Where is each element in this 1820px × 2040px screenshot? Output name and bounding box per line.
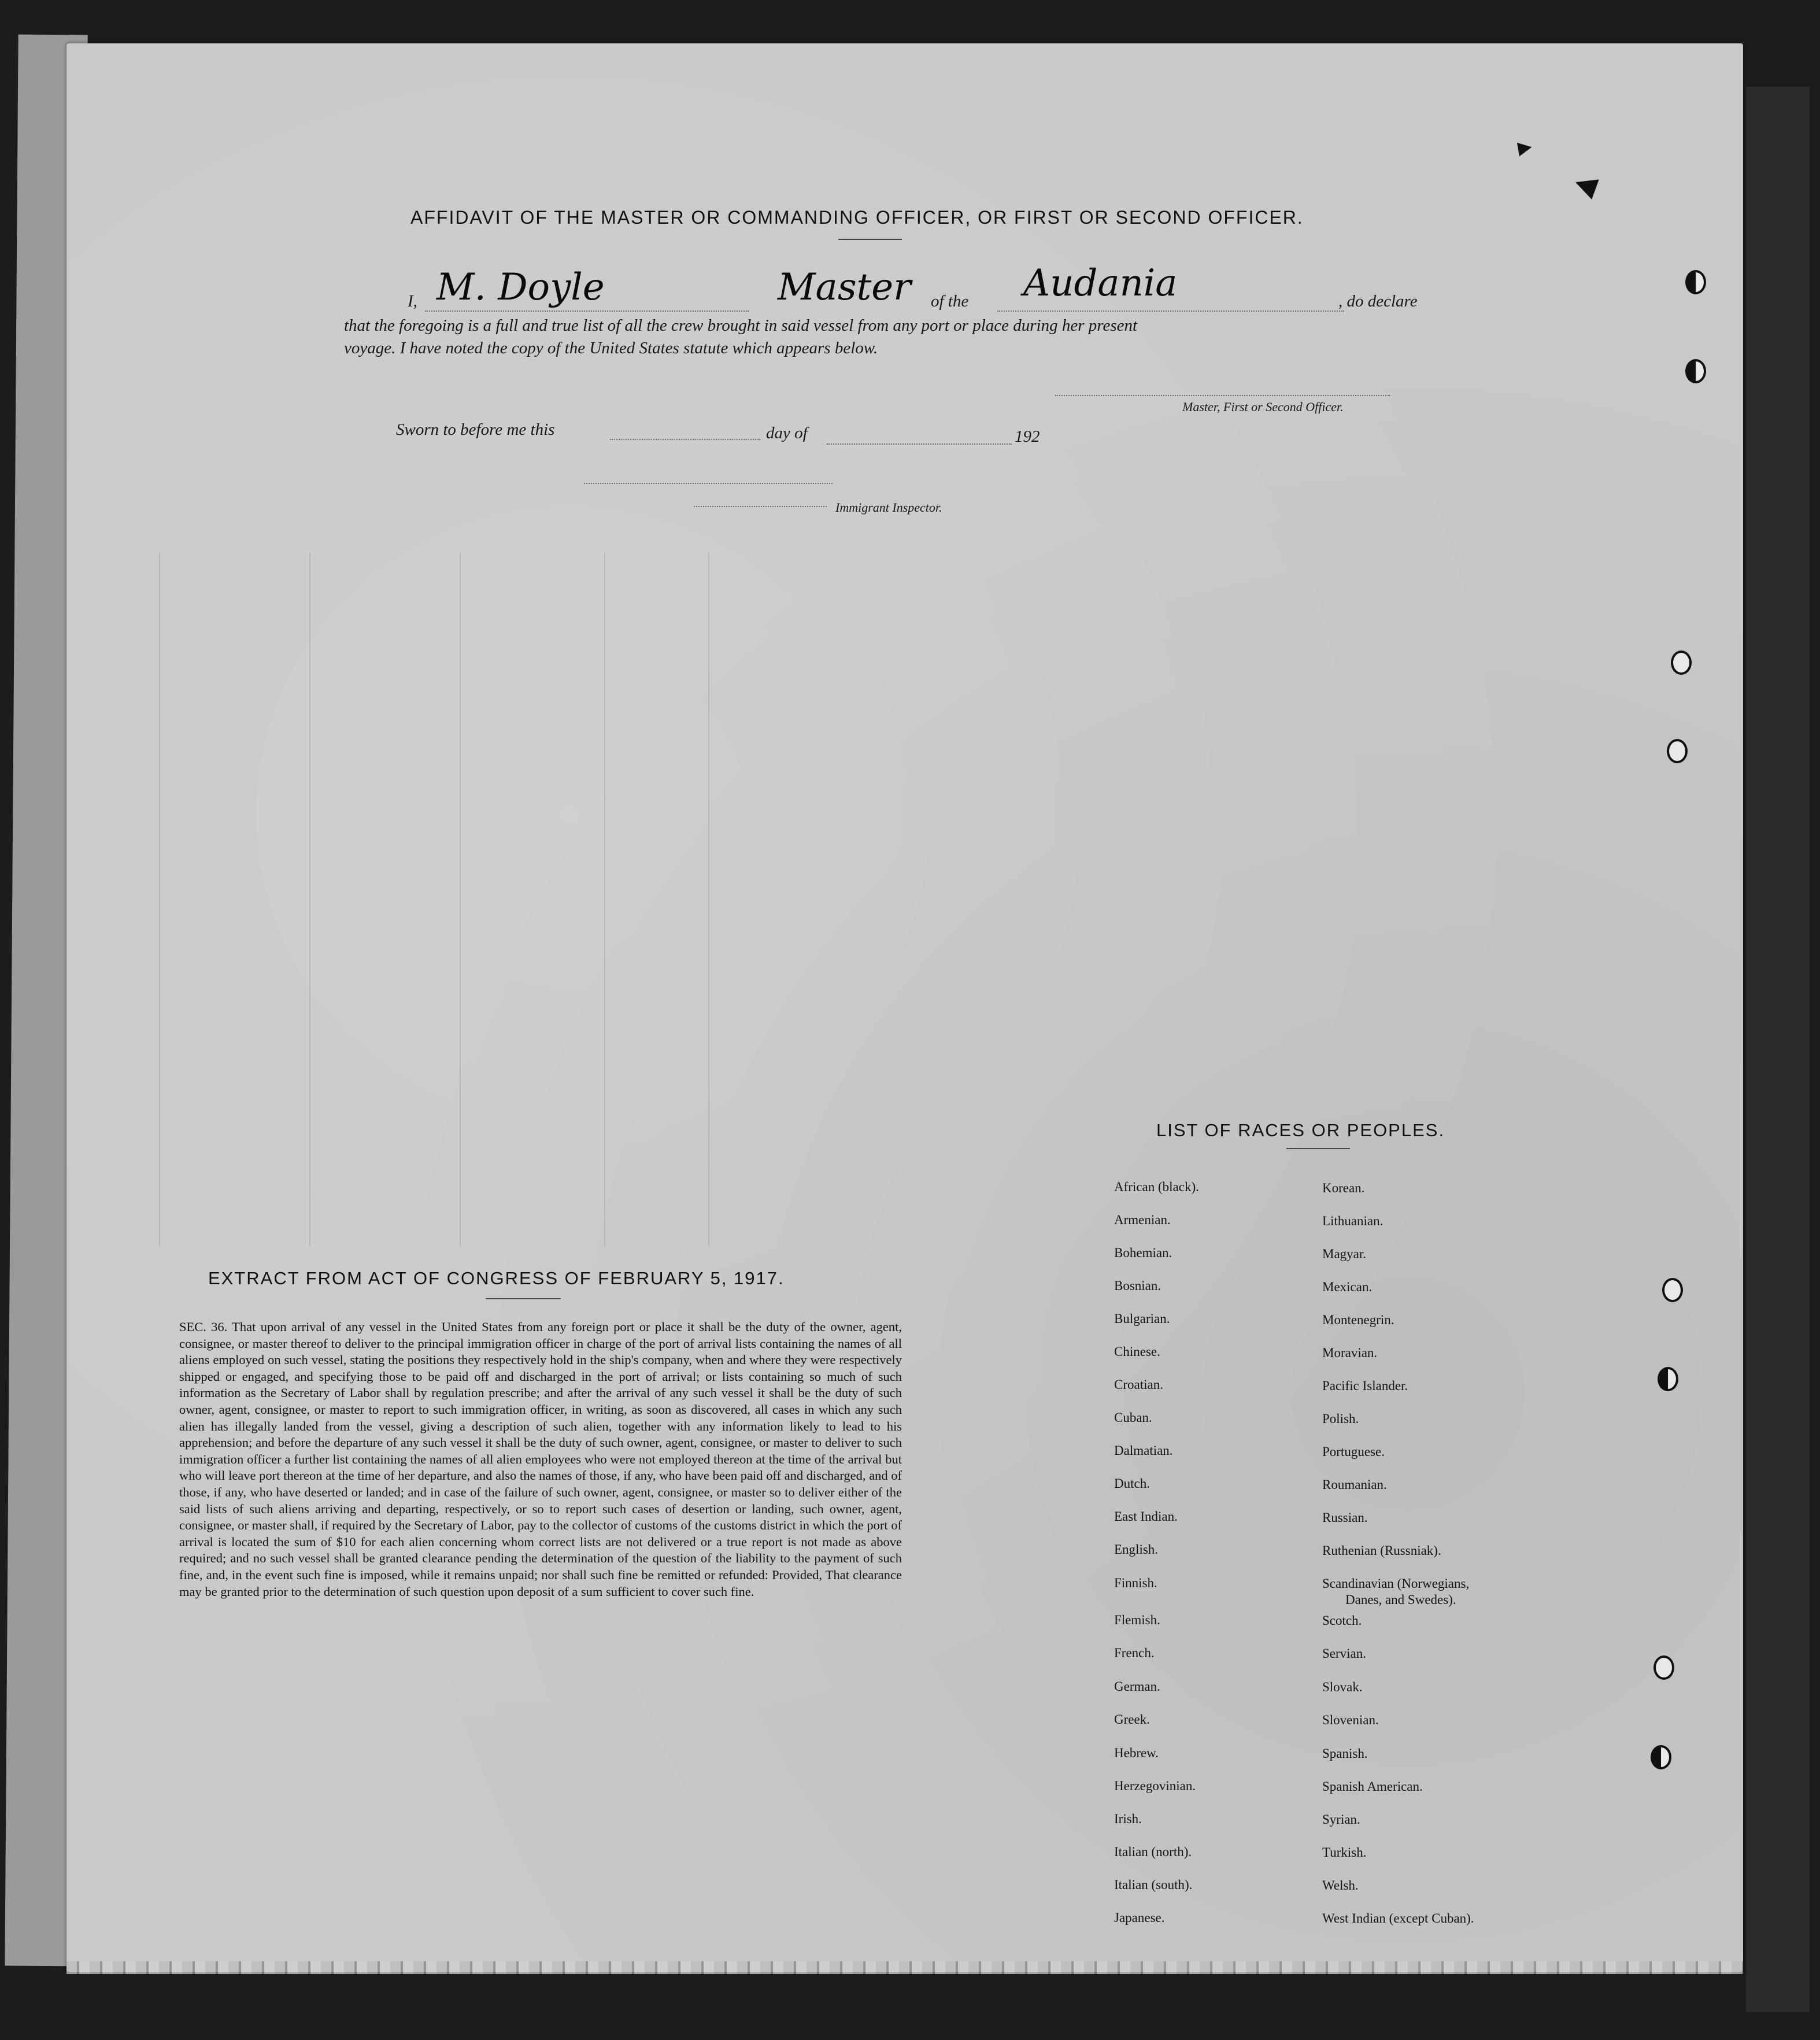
ink-mark: ▸	[1515, 129, 1534, 164]
year-prefix: 192	[1015, 427, 1040, 446]
races-title: LIST OF RACES OR PEOPLES.	[1156, 1120, 1445, 1140]
binder-hole	[1667, 739, 1688, 763]
race-left-item: African (black).	[1114, 1180, 1199, 1194]
inspector-upper-line	[584, 483, 833, 484]
race-right-item: Roumanian.	[1322, 1477, 1387, 1492]
affidavit-i-label: I,	[408, 292, 417, 311]
race-right-item: Ruthenian (Russniak).	[1322, 1543, 1441, 1558]
torn-bottom-edge	[66, 1961, 1743, 1974]
race-left-item: Herzegovinian.	[1114, 1779, 1196, 1793]
day-of-label: day of	[766, 424, 808, 442]
race-right-item: Moravian.	[1322, 1346, 1378, 1360]
master-name-signature: M. Doyle	[436, 266, 605, 309]
race-left-item: French.	[1114, 1646, 1155, 1660]
race-left-item: Greek.	[1114, 1712, 1150, 1727]
race-left-item: Flemish.	[1114, 1613, 1160, 1627]
master-rank-handwritten: Master	[778, 266, 911, 309]
extract-body: SEC. 36. That upon arrival of any vessel in the United States from any foreign port or place it shall be the duty of the owner, agent, consignee, or master thereof to deliver to the principal immigration officer in charge of the port of arrival lists containing the names of all aliens employed on such vessel, stating the positions they respectively hold in the ship's company, when and where they were respectively shipped or engaged, and specifying those to be paid off and discharged in the port of arrival; or lists containing so much of such information as the Secretary of Labor shall by regulation prescribe; and after the arrival of any such vessel it shall be the duty of such owner, agent, consignee, or master to report to such immigration officer, in writing, as soon as discovered, all cases in which any such alien has illegally landed from the vessel, giving a description of such alien, together with any information likely to lead to his apprehension; and before the departure of any such vessel it shall be the duty of such owner, agent, consignee, or master to deliver to such immigration officer a further list containing the names of all alien employees who were not employed thereon at the time of the arrival but who will leave port thereon at the time of her departure, and also the names of those, if any, who have been paid off and discharged, and of those, if any, who have deserted or landed; and in case of the failure of such owner, agent, consignee, or master so to deliver either of the said lists of such aliens arriving and departing, respectively, or so to report such cases of desertion or landing, such owner, agent, consignee, or master shall, if required by the Secretary of Labor, pay to the collector of customs of the customs district in which the port of arrival is located the sum of $10 for each alien concerning whom correct lists are not delivered or a true report is not made as above required; and no such vessel shall be granted clearance pending the determination of the question of the liability to the payment of such fine, and, in the event such fine is imposed, while it remains unpaid; nor shall such fine be remitted or refunded: Provided, That clearance may be granted prior to the determination of such question upon deposit of a sum sufficient to cover such fine.	[179, 1320, 902, 1599]
extract-title: EXTRACT FROM ACT OF CONGRESS OF FEBRUARY 5, 1917.	[208, 1268, 785, 1288]
binder-hole	[1685, 359, 1706, 383]
do-declare-label: , do declare	[1338, 292, 1418, 311]
ink-mark: ◀	[1570, 165, 1602, 203]
race-left-item: Irish.	[1114, 1812, 1142, 1826]
race-right-item: Pacific Islander.	[1322, 1379, 1408, 1393]
binder-hole	[1662, 1278, 1683, 1302]
faint-column-rule	[159, 552, 160, 1246]
document-page	[66, 43, 1743, 1972]
race-left-item: Bulgarian.	[1114, 1311, 1170, 1326]
race-right-item: Scotch.	[1322, 1613, 1362, 1628]
inspector-caption: Immigrant Inspector.	[835, 500, 942, 515]
race-right-item: Welsh.	[1322, 1878, 1359, 1893]
sworn-label: Sworn to before me this	[396, 420, 555, 439]
race-right-item: Slovak.	[1322, 1680, 1363, 1694]
race-right-item: Servian.	[1322, 1646, 1367, 1661]
race-left-item: East Indian.	[1114, 1509, 1178, 1524]
inspector-signature-line	[694, 506, 827, 507]
sworn-month-line	[827, 444, 1012, 445]
race-right-item: Polish.	[1322, 1411, 1359, 1426]
race-left-item: Chinese.	[1114, 1344, 1160, 1359]
title-rule	[838, 239, 902, 240]
sworn-day-line	[610, 439, 760, 440]
right-shadow-strip	[1746, 87, 1810, 2012]
race-right-item: Slovenian.	[1322, 1713, 1379, 1727]
race-left-item: German.	[1114, 1679, 1160, 1694]
affidavit-line-3: voyage. I have noted the copy of the United States statute which appears below.	[344, 339, 878, 357]
binder-hole	[1658, 1367, 1678, 1391]
of-the-label: of the	[931, 292, 969, 311]
race-left-item: Cuban.	[1114, 1410, 1152, 1425]
vessel-line	[997, 311, 1344, 312]
binder-hole	[1685, 270, 1706, 294]
race-left-item: Hebrew.	[1114, 1746, 1159, 1760]
race-left-item: Croatian.	[1114, 1377, 1163, 1392]
affidavit-title: AFFIDAVIT OF THE MASTER OR COMMANDING OFFICER, OR FIRST OR SECOND OFFICER.	[410, 207, 1304, 228]
race-right-item: Spanish.	[1322, 1746, 1368, 1761]
race-left-item: Bohemian.	[1114, 1246, 1172, 1260]
binder-hole	[1671, 651, 1692, 675]
faint-column-rule	[309, 552, 310, 1246]
race-left-item: Italian (south).	[1114, 1878, 1193, 1892]
race-right-item: Lithuanian.	[1322, 1214, 1384, 1228]
race-right-item: Magyar.	[1322, 1247, 1367, 1261]
race-left-item: Dalmatian.	[1114, 1443, 1173, 1458]
binder-hole	[1653, 1655, 1674, 1680]
race-left-item: Italian (north).	[1114, 1845, 1192, 1859]
race-right-item: Montenegrin.	[1322, 1313, 1394, 1327]
race-right-item: Syrian.	[1322, 1812, 1360, 1827]
race-right-item: Turkish.	[1322, 1845, 1367, 1860]
race-right-item: Russian.	[1322, 1510, 1368, 1525]
race-right-item: Spanish American.	[1322, 1779, 1423, 1794]
race-left-item: Japanese.	[1114, 1910, 1165, 1925]
extract-title-rule	[486, 1298, 561, 1299]
race-right-item: Mexican.	[1322, 1280, 1373, 1294]
faint-column-rule	[460, 552, 461, 1246]
race-left-item: Dutch.	[1114, 1476, 1150, 1491]
binder-hole	[1651, 1745, 1671, 1769]
race-right-item: Korean.	[1322, 1181, 1365, 1195]
race-right-item: Danes, and Swedes).	[1345, 1592, 1456, 1607]
race-right-item: West Indian (except Cuban).	[1322, 1911, 1474, 1926]
faint-column-rule	[708, 552, 709, 1246]
officer-caption: Master, First or Second Officer.	[1182, 400, 1344, 414]
race-left-item: Armenian.	[1114, 1213, 1171, 1227]
race-left-item: English.	[1114, 1542, 1159, 1557]
races-title-rule	[1286, 1148, 1350, 1149]
vessel-name-handwritten: Audania	[1023, 262, 1178, 305]
affidavit-line-2: that the foregoing is a full and true list of all the crew brought in said vessel from any port or place during her present	[344, 316, 1138, 335]
race-right-item: Portuguese.	[1322, 1444, 1385, 1459]
race-left-item: Finnish.	[1114, 1576, 1157, 1590]
race-left-item: Bosnian.	[1114, 1278, 1161, 1293]
officer-signature-line	[1055, 395, 1390, 396]
race-right-item: Scandinavian (Norwegians,	[1322, 1576, 1470, 1591]
faint-column-rule	[604, 552, 605, 1246]
name-line	[425, 311, 749, 312]
